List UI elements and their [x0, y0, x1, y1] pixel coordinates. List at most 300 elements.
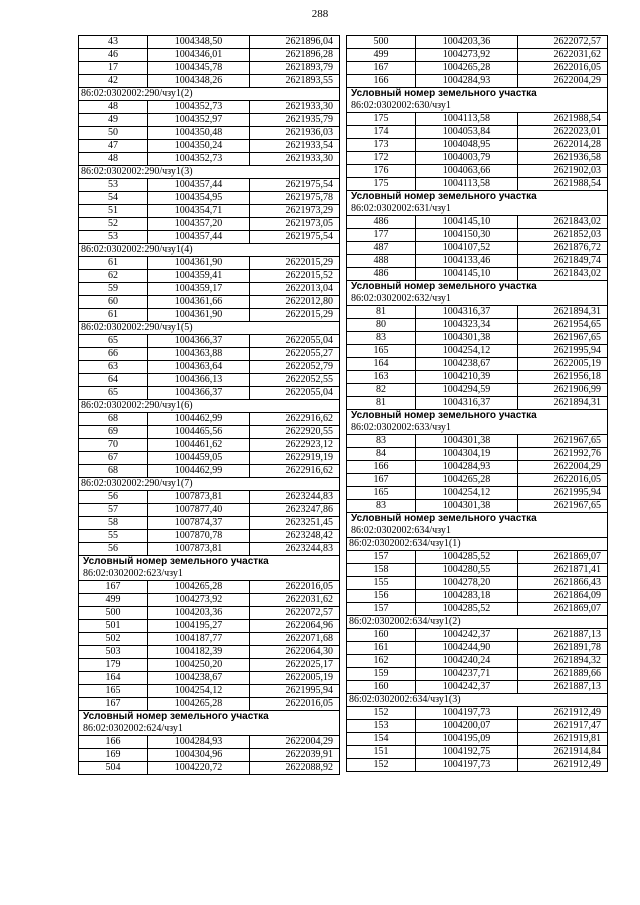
point-number: 164	[79, 672, 148, 685]
point-number: 165	[79, 685, 148, 698]
point-number: 162	[347, 655, 416, 668]
table-row	[79, 348, 340, 361]
coordinate-x: 1004113,58	[416, 113, 518, 126]
point-number: 488	[347, 255, 416, 268]
table-row	[347, 216, 608, 229]
coordinate-x: 1004348,26	[148, 75, 250, 88]
coordinate-y: 2621933,30	[250, 153, 340, 166]
point-number: 53	[79, 231, 148, 244]
coordinate-y: 2622014,28	[518, 139, 608, 152]
coordinate-y: 2623251,45	[250, 517, 340, 530]
cadastral-number: 86:02:0302002:290/чзу1(2)	[79, 88, 340, 101]
table-row	[79, 581, 340, 594]
coordinate-y: 2621919,81	[518, 733, 608, 746]
coordinate-x: 1004284,93	[416, 461, 518, 474]
point-number: 176	[347, 165, 416, 178]
coordinate-x: 1004316,37	[416, 306, 518, 319]
coordinate-x: 1004265,28	[416, 474, 518, 487]
point-number: 173	[347, 139, 416, 152]
table-row	[79, 179, 340, 192]
table-row	[347, 242, 608, 255]
table-row	[79, 607, 340, 620]
point-number: 500	[347, 36, 416, 49]
coordinate-y: 2621887,13	[518, 629, 608, 642]
point-number: 486	[347, 216, 416, 229]
coordinate-y: 2621894,31	[518, 397, 608, 410]
coordinate-y: 2623247,86	[250, 504, 340, 517]
cadastral-number-row	[79, 88, 340, 101]
coordinate-x: 1007870,78	[148, 530, 250, 543]
point-number: 59	[79, 283, 148, 296]
coordinate-x: 1004254,12	[148, 685, 250, 698]
table-row	[347, 62, 608, 75]
table-row	[347, 551, 608, 564]
coordinate-y: 2621843,02	[518, 216, 608, 229]
table-row	[79, 439, 340, 452]
parcel-header: Условный номер земельного участка	[79, 556, 340, 569]
table-row	[79, 762, 340, 775]
cadastral-number-row	[347, 694, 608, 707]
point-number: 56	[79, 491, 148, 504]
cadastral-number-row	[79, 478, 340, 491]
point-number: 60	[79, 296, 148, 309]
coordinate-y: 2622916,62	[250, 413, 340, 426]
table-row	[347, 268, 608, 281]
coordinate-x: 1004346,01	[148, 49, 250, 62]
point-number: 160	[347, 681, 416, 694]
cadastral-number: 86:02:0302002:630/чзу1	[347, 100, 608, 113]
point-number: 42	[79, 75, 148, 88]
coordinate-x: 1004192,75	[416, 746, 518, 759]
parcel-header: Условный номер земельного участка	[347, 281, 608, 294]
coordinate-x: 1004265,28	[416, 62, 518, 75]
point-number: 51	[79, 205, 148, 218]
table-row	[79, 114, 340, 127]
coordinate-y: 2621914,84	[518, 746, 608, 759]
table-row	[79, 335, 340, 348]
coordinate-y: 2622064,30	[250, 646, 340, 659]
parcel-header: Условный номер земельного участка	[79, 711, 340, 724]
coordinate-x: 1004283,18	[416, 590, 518, 603]
coordinate-y: 2622055,04	[250, 335, 340, 348]
coordinate-x: 1004348,50	[148, 36, 250, 49]
parcel-header: Условный номер земельного участка	[347, 410, 608, 423]
coordinate-x: 1004053,84	[416, 126, 518, 139]
coordinate-y: 2622052,55	[250, 374, 340, 387]
coordinate-y: 2621912,49	[518, 759, 608, 772]
cadastral-number-row	[347, 616, 608, 629]
coordinate-x: 1007873,81	[148, 543, 250, 556]
coordinate-y: 2621975,54	[250, 231, 340, 244]
point-number: 56	[79, 543, 148, 556]
table-row	[79, 543, 340, 556]
point-number: 159	[347, 668, 416, 681]
point-number: 61	[79, 257, 148, 270]
table-row	[347, 435, 608, 448]
coordinate-y: 2622004,29	[518, 75, 608, 88]
point-number: 487	[347, 242, 416, 255]
coordinate-y: 2621893,55	[250, 75, 340, 88]
cadastral-number: 86:02:0302002:623/чзу1	[79, 568, 340, 581]
coordinate-y: 2622064,96	[250, 620, 340, 633]
point-number: 501	[79, 620, 148, 633]
page-number: 288	[311, 8, 329, 20]
coordinate-x: 1004366,37	[148, 387, 250, 400]
coordinate-x: 1004462,99	[148, 465, 250, 478]
coordinate-x: 1004242,37	[416, 629, 518, 642]
table-row	[79, 283, 340, 296]
point-number: 82	[347, 384, 416, 397]
table-row	[347, 448, 608, 461]
coordinate-y: 2623248,42	[250, 530, 340, 543]
point-number: 81	[347, 397, 416, 410]
coordinate-y: 2621843,02	[518, 268, 608, 281]
coordinate-y: 2622039,91	[250, 749, 340, 762]
cadastral-number-row	[79, 723, 340, 736]
table-row	[79, 296, 340, 309]
table-row	[79, 504, 340, 517]
coordinate-x: 1004150,30	[416, 229, 518, 242]
coordinate-y: 2621967,65	[518, 500, 608, 513]
point-number: 177	[347, 229, 416, 242]
coordinate-y: 2621917,47	[518, 720, 608, 733]
table-row	[79, 620, 340, 633]
coordinate-x: 1004250,20	[148, 659, 250, 672]
coordinate-x: 1004361,66	[148, 296, 250, 309]
coordinate-x: 1004220,72	[148, 762, 250, 775]
point-number: 500	[79, 607, 148, 620]
coordinate-y: 2622004,29	[250, 736, 340, 749]
coordinate-x: 1004265,28	[148, 698, 250, 711]
table-row	[347, 319, 608, 332]
cadastral-number-row	[347, 538, 608, 551]
coordinate-x: 1004301,38	[416, 435, 518, 448]
point-number: 163	[347, 371, 416, 384]
coordinate-x: 1004278,20	[416, 577, 518, 590]
coordinate-y: 2621894,32	[518, 655, 608, 668]
table-row	[79, 491, 340, 504]
coordinate-y: 2622055,04	[250, 387, 340, 400]
table-row	[347, 345, 608, 358]
point-number: 165	[347, 345, 416, 358]
cadastral-number-row	[79, 568, 340, 581]
table-row	[79, 309, 340, 322]
table-row	[79, 127, 340, 140]
cadastral-number: 86:02:0302002:290/чзу1(6)	[79, 400, 340, 413]
table-row	[79, 192, 340, 205]
table-row	[79, 153, 340, 166]
coordinate-x: 1004195,27	[148, 620, 250, 633]
table-row	[79, 49, 340, 62]
table-row	[79, 426, 340, 439]
coordinate-x: 1004366,37	[148, 335, 250, 348]
table-row	[347, 371, 608, 384]
coordinate-x: 1004200,07	[416, 720, 518, 733]
coordinate-x: 1004145,10	[416, 216, 518, 229]
coordinate-x: 1004316,37	[416, 397, 518, 410]
coordinate-x: 1004145,10	[416, 268, 518, 281]
table-row	[347, 707, 608, 720]
coordinate-y: 2622025,17	[250, 659, 340, 672]
coordinate-x: 1004197,73	[416, 759, 518, 772]
coordinate-y: 2621967,65	[518, 435, 608, 448]
table-row	[347, 720, 608, 733]
table-row	[347, 139, 608, 152]
table-row	[347, 681, 608, 694]
cadastral-number-row	[347, 100, 608, 113]
coordinate-x: 1004354,71	[148, 205, 250, 218]
table-row	[347, 746, 608, 759]
table-row	[79, 698, 340, 711]
coordinate-y: 2621866,43	[518, 577, 608, 590]
coordinate-y: 2621973,05	[250, 218, 340, 231]
coordinate-y: 2622031,62	[518, 49, 608, 62]
coordinate-y: 2621933,30	[250, 101, 340, 114]
cadastral-number-row	[347, 422, 608, 435]
point-number: 151	[347, 746, 416, 759]
point-number: 49	[79, 114, 148, 127]
table-row	[79, 218, 340, 231]
cadastral-number: 86:02:0302002:634/чзу1(2)	[347, 616, 608, 629]
coordinate-y: 2622071,68	[250, 633, 340, 646]
point-number: 167	[79, 698, 148, 711]
coordinate-x: 1004323,34	[416, 319, 518, 332]
coordinate-y: 2622055,27	[250, 348, 340, 361]
coordinate-y: 2621954,65	[518, 319, 608, 332]
coordinate-x: 1004294,59	[416, 384, 518, 397]
coordinate-x: 1004462,99	[148, 413, 250, 426]
table-row	[79, 361, 340, 374]
point-number: 66	[79, 348, 148, 361]
coordinate-x: 1004461,62	[148, 439, 250, 452]
coordinate-y: 2622016,05	[518, 474, 608, 487]
table-row	[79, 413, 340, 426]
point-number: 175	[347, 113, 416, 126]
point-number: 169	[79, 749, 148, 762]
coordinate-y: 2621889,66	[518, 668, 608, 681]
point-number: 499	[79, 594, 148, 607]
coordinate-y: 2622088,92	[250, 762, 340, 775]
coordinate-y: 2622015,29	[250, 257, 340, 270]
point-number: 68	[79, 465, 148, 478]
cadastral-number-row	[347, 203, 608, 216]
point-number: 83	[347, 435, 416, 448]
coordinate-y: 2621906,99	[518, 384, 608, 397]
cadastral-number-row	[347, 525, 608, 538]
table-row	[79, 374, 340, 387]
table-row	[79, 75, 340, 88]
cadastral-number-row	[79, 400, 340, 413]
coordinate-y: 2621902,03	[518, 165, 608, 178]
coordinates-table-right	[346, 35, 608, 772]
point-number: 156	[347, 590, 416, 603]
table-row	[79, 231, 340, 244]
coordinate-y: 2621891,78	[518, 642, 608, 655]
point-number: 503	[79, 646, 148, 659]
coordinate-x: 1004048,95	[416, 139, 518, 152]
point-number: 152	[347, 707, 416, 720]
point-number: 50	[79, 127, 148, 140]
point-number: 174	[347, 126, 416, 139]
coordinate-y: 2621967,65	[518, 332, 608, 345]
point-number: 62	[79, 270, 148, 283]
point-number: 486	[347, 268, 416, 281]
table-row	[79, 270, 340, 283]
coordinate-x: 1004363,64	[148, 361, 250, 374]
cadastral-number: 86:02:0302002:634/чзу1(1)	[347, 538, 608, 551]
coordinate-y: 2622005,19	[518, 358, 608, 371]
table-row	[79, 517, 340, 530]
table-row	[79, 452, 340, 465]
coordinate-y: 2622015,29	[250, 309, 340, 322]
table-row	[347, 629, 608, 642]
point-number: 70	[79, 439, 148, 452]
coordinate-y: 2621871,41	[518, 564, 608, 577]
point-number: 155	[347, 577, 416, 590]
coordinate-x: 1004003,79	[416, 152, 518, 165]
point-number: 69	[79, 426, 148, 439]
cadastral-number-row	[79, 322, 340, 335]
coordinate-x: 1004285,52	[416, 603, 518, 616]
table-row	[79, 530, 340, 543]
coordinate-y: 2622016,05	[250, 698, 340, 711]
table-row	[347, 358, 608, 371]
coordinate-x: 1004301,38	[416, 332, 518, 345]
coordinate-y: 2622013,04	[250, 283, 340, 296]
coordinate-x: 1004254,12	[416, 487, 518, 500]
coordinate-x: 1004280,55	[416, 564, 518, 577]
point-number: 157	[347, 603, 416, 616]
coordinate-y: 2622016,05	[250, 581, 340, 594]
cadastral-number: 86:02:0302002:290/чзу1(7)	[79, 478, 340, 491]
parcel-header: Условный номер земельного участка	[347, 88, 608, 101]
point-number: 46	[79, 49, 148, 62]
point-number: 165	[347, 487, 416, 500]
coordinate-y: 2621876,72	[518, 242, 608, 255]
table-row	[79, 101, 340, 114]
coordinate-y: 2621936,58	[518, 152, 608, 165]
point-number: 158	[347, 564, 416, 577]
parcel-header-row	[79, 711, 340, 724]
coordinate-y: 2622072,57	[518, 36, 608, 49]
parcel-header-row	[79, 556, 340, 569]
table-row	[79, 659, 340, 672]
point-number: 53	[79, 179, 148, 192]
point-number: 160	[347, 629, 416, 642]
parcel-header: Условный номер земельного участка	[347, 513, 608, 526]
coordinate-x: 1004363,88	[148, 348, 250, 361]
table-row	[347, 564, 608, 577]
point-number: 175	[347, 178, 416, 191]
coordinate-x: 1004361,90	[148, 309, 250, 322]
coordinate-y: 2623244,83	[250, 543, 340, 556]
coordinate-x: 1007874,37	[148, 517, 250, 530]
coordinate-x: 1004113,58	[416, 178, 518, 191]
table-row	[347, 49, 608, 62]
coordinate-y: 2621893,79	[250, 62, 340, 75]
table-row	[347, 577, 608, 590]
point-number: 179	[79, 659, 148, 672]
point-number: 154	[347, 733, 416, 746]
table-row	[347, 655, 608, 668]
point-number: 48	[79, 101, 148, 114]
table-row	[79, 465, 340, 478]
cadastral-number: 86:02:0302002:631/чзу1	[347, 203, 608, 216]
coordinate-x: 1004359,17	[148, 283, 250, 296]
point-number: 504	[79, 762, 148, 775]
coordinate-x: 1004301,38	[416, 500, 518, 513]
table-row	[79, 672, 340, 685]
point-number: 164	[347, 358, 416, 371]
coordinate-x: 1004352,97	[148, 114, 250, 127]
coordinate-x: 1004237,71	[416, 668, 518, 681]
coordinate-x: 1004354,95	[148, 192, 250, 205]
table-row	[347, 668, 608, 681]
coordinate-x: 1004284,93	[148, 736, 250, 749]
table-row	[79, 685, 340, 698]
coordinate-x: 1004238,67	[416, 358, 518, 371]
point-number: 166	[347, 75, 416, 88]
point-number: 52	[79, 218, 148, 231]
table-row	[347, 178, 608, 191]
coordinate-x: 1004107,52	[416, 242, 518, 255]
coordinate-y: 2621849,74	[518, 255, 608, 268]
point-number: 65	[79, 335, 148, 348]
coordinate-y: 2622031,62	[250, 594, 340, 607]
table-row	[79, 594, 340, 607]
table-row	[347, 152, 608, 165]
point-number: 167	[79, 581, 148, 594]
coordinate-x: 1004352,73	[148, 101, 250, 114]
point-number: 57	[79, 504, 148, 517]
table-row	[347, 255, 608, 268]
table-row	[347, 229, 608, 242]
coordinate-x: 1004203,36	[148, 607, 250, 620]
coordinate-x: 1004133,46	[416, 255, 518, 268]
table-row	[79, 749, 340, 762]
table-row	[347, 487, 608, 500]
coordinate-x: 1004273,92	[416, 49, 518, 62]
coordinate-y: 2622920,55	[250, 426, 340, 439]
table-row	[347, 75, 608, 88]
coordinate-y: 2621935,79	[250, 114, 340, 127]
cadastral-number: 86:02:0302002:634/чзу1(3)	[347, 694, 608, 707]
coordinate-y: 2621869,07	[518, 603, 608, 616]
table-row	[347, 384, 608, 397]
coordinate-y: 2622016,05	[518, 62, 608, 75]
point-number: 54	[79, 192, 148, 205]
cadastral-number: 86:02:0302002:633/чзу1	[347, 422, 608, 435]
table-row	[347, 461, 608, 474]
coordinate-x: 1004304,19	[416, 448, 518, 461]
coordinate-x: 1004357,44	[148, 231, 250, 244]
coordinate-x: 1004210,39	[416, 371, 518, 384]
table-row	[347, 306, 608, 319]
coordinate-x: 1004352,73	[148, 153, 250, 166]
cadastral-number: 86:02:0302002:290/чзу1(3)	[79, 166, 340, 179]
point-number: 499	[347, 49, 416, 62]
parcel-header: Условный номер земельного участка	[347, 191, 608, 204]
coordinate-y: 2622052,79	[250, 361, 340, 374]
table-row	[79, 736, 340, 749]
point-number: 161	[347, 642, 416, 655]
coordinate-y: 2621988,54	[518, 113, 608, 126]
coordinate-y: 2621852,03	[518, 229, 608, 242]
coordinate-x: 1004465,56	[148, 426, 250, 439]
point-number: 153	[347, 720, 416, 733]
point-number: 17	[79, 62, 148, 75]
point-number: 166	[347, 461, 416, 474]
